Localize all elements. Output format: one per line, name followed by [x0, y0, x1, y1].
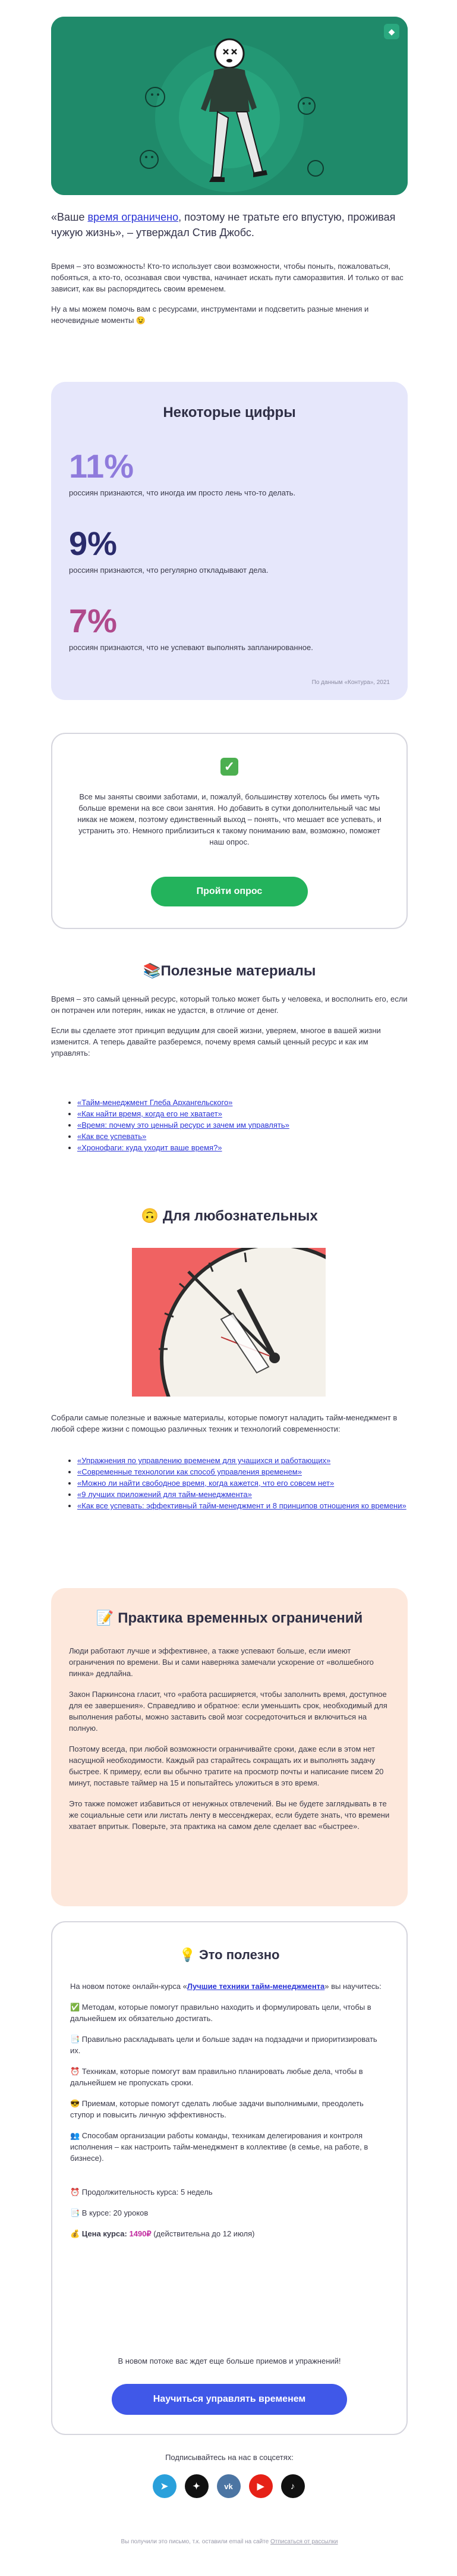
materials-link[interactable]: «Хронофаги: куда уходит ваше время?» — [77, 1143, 222, 1152]
numbers-title: Некоторые цифры — [163, 404, 296, 421]
materials-link[interactable]: «Как найти время, когда его не хватает» — [77, 1109, 222, 1118]
materials-links — [59, 1097, 422, 1153]
useful-item: ⏰ Техникам, которые помогут вам правильно планировать любые дела, чтобы в дальнейшем не пропускать сроки. — [70, 2067, 363, 2087]
unsubscribe-link[interactable]: Отписаться от рассылки — [270, 2539, 338, 2545]
stat-item — [69, 602, 390, 653]
course-link[interactable]: Лучшие техники тайм-менеджмента — [187, 1982, 325, 1991]
survey-card — [51, 733, 408, 929]
intro-paragraph: Время – это возможность! Кто-то использует свои возможности, чтобы поныть, пожаловаться, побояться, а кто-то, осознавая свои чувства, начинает искать пути саморазвития. И только от вас зависит, как вы распорядитесь своим временем. — [51, 262, 404, 293]
curious-link[interactable]: «Современные технологии как способ управления временем» — [77, 1467, 302, 1476]
stat-text: россиян признаются, что не успевают выполнять запланированное. — [69, 643, 313, 652]
check-icon: ✓ — [220, 758, 238, 776]
materials-link[interactable]: «Как все успевать» — [77, 1132, 147, 1141]
practice-paragraph: Это также поможет избавиться от ненужных отвлечений. Вы не будете заглядывать в те же социальные сети или листать ленту в мессенджерах, если будете знать, что времени хватает впритык. Поверьте, эта практика на самом деле сделает вас «быстрее». — [69, 1799, 390, 1831]
materials-title: 📚Полезные материалы — [143, 963, 316, 979]
survey-text: Все мы заняты своими заботами, и, пожалуй, большинству хотелось бы иметь чуть больше времени на все свои занятия. Но добавить в сутки дополнительный час мы никак не можем, поэтому единственный выход – понять, что мешает все успевать, и устранить это. Немного приблизиться к такому пониманию вам, возможно, поможет наш опрос. — [77, 792, 382, 846]
brand-logo-icon: ◆ — [384, 24, 399, 39]
curious-link[interactable]: «9 лучших приложений для тайм-менеджмента» — [77, 1490, 252, 1499]
stat-item — [69, 447, 390, 498]
clock-illustration — [132, 1248, 326, 1397]
subscribe-label: Подписывайтесь на нас в соцсетях: — [165, 2453, 294, 2462]
useful-item: ✅ Методам, которые помогут правильно находить и формулировать цели, чтобы в дальнейшем их обязательно достигать. — [70, 2003, 371, 2023]
materials-paragraph: Время – это самый ценный ресурс, который только может быть у человека, и восполнить его, если он потрачен или потерян, никак не удастся, в отличие от денег. — [51, 994, 408, 1015]
practice-title: 📝 Практика временных ограничений — [96, 1610, 363, 1626]
materials-text — [51, 993, 408, 1068]
practice-paragraph: Закон Паркинсона гласит, что «работа расширяется, чтобы заполнить время, доступное для ее завершения». Справедливо и обратное: если уменьшить срок, необходимый для выполнения работы, можно заставить свой мозг сосредоточиться и включиться на полную. — [69, 1690, 387, 1733]
materials-paragraph: Если вы сделаете этот принцип ведущим для своей жизни, уверяем, многое в вашей жизни изменится. А теперь давайте разберемся, почему время самый ценный ресурс и как им управлять: — [51, 1026, 381, 1058]
useful-lead: На новом потоке онлайн-курса «Лучшие техники тайм-менеджмента» вы научитесь: — [70, 1982, 382, 1991]
tiktok-icon[interactable]: ♪ — [281, 2474, 305, 2498]
curious-text: Собрали самые полезные и важные материалы, которые помогут наладить тайм-менеджмент в любой сфере жизни с помощью различных техник и технологий современности: — [51, 1413, 398, 1433]
stat-value: 9% — [69, 525, 117, 562]
clock-icon — [132, 1248, 326, 1397]
course-price: 💰 Цена курса: 1490₽ (действительна до 12 июля) — [70, 2229, 255, 2238]
dzen-icon[interactable]: ✦ — [185, 2474, 209, 2498]
useful-card — [51, 1921, 408, 2435]
take-survey-button[interactable]: Пройти опрос — [151, 877, 308, 906]
practice-card — [51, 1588, 408, 1906]
practice-paragraph: Поэтому всегда, при любой возможности ограничивайте сроки, даже если в этом нет насущной необходимости. Каждый раз старайтесь сокращать их и выполнять задачу быстрее. К примеру, если вы обычно тратите на просмотр почты и написание писем 20 минут, поставьте таймер на 15 и попытайтесь уложиться в это время. — [69, 1744, 384, 1787]
vk-icon[interactable]: vk — [217, 2474, 241, 2498]
materials-link[interactable]: «Тайм-менеджмент Глеба Архангельского» — [77, 1098, 233, 1107]
curious-title: 🙃 Для любознательных — [141, 1208, 318, 1224]
useful-title: 💡 Это полезно — [179, 1947, 280, 1962]
useful-item: 👥 Способам организации работы команды, техникам делегирования и контроля исполнения – как настроить тайм-менеджмент в коллективе (в семье, на работе, в бизнесе). — [70, 2131, 368, 2163]
useful-item: 😎 Приемам, которые помогут сделать любые задачи выполнимыми, преодолеть ступор и повысить личную эффективность. — [70, 2099, 364, 2119]
curious-link[interactable]: «Можно ли найти свободное время, когда кажется, что его совсем нет» — [77, 1479, 335, 1488]
quote-link[interactable]: время ограничено — [87, 211, 179, 223]
curious-links — [59, 1455, 422, 1511]
intro-quote: «Ваше время ограничено, поэтому не тратьте его впустую, проживая чужую жизнь», – утверждал Стив Джобс. — [51, 211, 396, 239]
footer: Вы получили это письмо, т.к. оставили email на сайте Отписаться от рассылки — [121, 2539, 338, 2545]
intro-text — [51, 261, 408, 335]
practice-paragraph: Люди работают лучше и эффективнее, а также успевают больше, если имеют ограничения по времени. Вы и сами наверняка замечали ускорение от «волшебного пинка» дедлайна. — [69, 1646, 374, 1678]
useful-item: 📑 Правильно раскладывать цели и больше задач на подзадачи и приоритизировать их. — [70, 2035, 377, 2055]
tired-man-illustration — [51, 17, 408, 195]
numbers-card — [51, 382, 408, 700]
intro-paragraph: Ну а мы можем помочь вам с ресурсами, инструментами и подсветить разные мнения и неочевидные моменты 😉 — [51, 305, 369, 325]
social-links — [0, 2474, 457, 2498]
hero-illustration — [51, 17, 408, 195]
learn-time-management-button[interactable]: Научиться управлять временем — [112, 2384, 347, 2415]
stat-text: россиян признаются, что регулярно откладывают дела. — [69, 566, 269, 575]
curious-link[interactable]: «Как все успевать: эффективный тайм-менеджмент и 8 принципов отношения ко времени» — [77, 1501, 406, 1510]
stats-source: По данным «Контура», 2021 — [311, 679, 390, 686]
course-duration: ⏰ Продолжительность курса: 5 недель — [70, 2188, 213, 2197]
stat-value: 11% — [69, 447, 134, 485]
youtube-icon[interactable]: ▶ — [249, 2474, 273, 2498]
stat-value: 7% — [69, 602, 117, 639]
stat-text: россиян признаются, что иногда им просто лень что-то делать. — [69, 488, 296, 497]
curious-link[interactable]: «Упражнения по управлению временем для учащихся и работающих» — [77, 1456, 331, 1465]
useful-outro: В новом потоке вас ждет еще больше приемов и упражнений! — [118, 2357, 341, 2365]
stat-item — [69, 525, 390, 576]
telegram-icon[interactable]: ➤ — [153, 2474, 177, 2498]
materials-link[interactable]: «Время: почему это ценный ресурс и зачем им управлять» — [77, 1121, 289, 1129]
course-lessons: 📑 В курсе: 20 уроков — [70, 2208, 149, 2217]
